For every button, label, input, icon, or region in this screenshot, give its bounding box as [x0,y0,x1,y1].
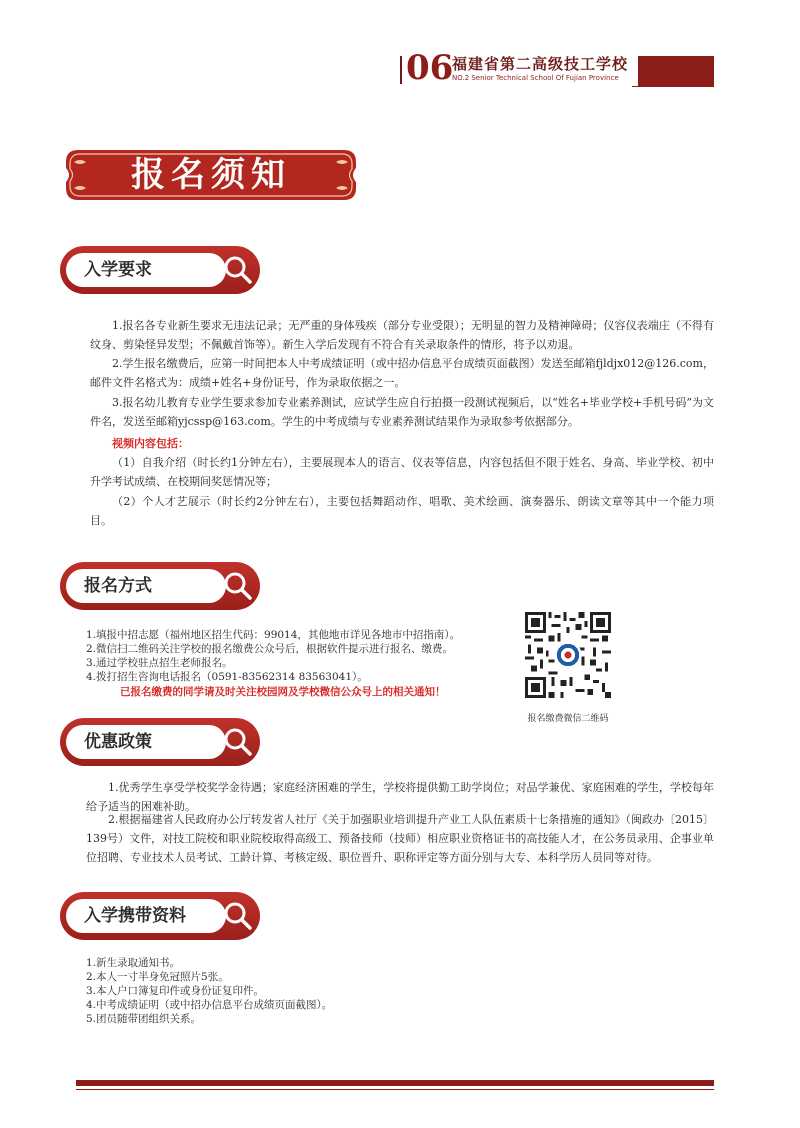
materials-list [86,956,586,1026]
list-item: 5.团员随带团组织关系。 [86,1013,202,1025]
video-item-1: （1）自我介绍（时长约1分钟左右），主要展现本人的语言、仪表等信息，内容包括但不限于姓名、身高、毕业学校、初中升学考试成绩、在校期间奖惩情况等； [90,456,714,488]
search-icon [220,568,256,604]
requirement-paragraph-3: 3.报名幼儿教育专业学生要求参加专业素养测试，应试学生应自行拍摄一段测试视频后，以“姓名+毕业学校+手机号码”为文件名，发送至邮箱yjcssp@163.com。学生的中考成绩与专业素养测试结果作为录取参考依据部分。 [90,396,715,428]
registration-notice: 已报名缴费的同学请及时关注校园网及学校微信公众号上的相关通知！ [120,686,446,698]
page-title-banner [64,148,358,202]
requirement-paragraph-1: 1.报名各专业新生要求无违法记录；无严重的身体残疾（部分专业受限）；无明显的智力及精神障碍；仪容仪表端庄（不得有纹身、剪染怪异发型；不佩戴首饰等）。新生入学后发现有不符合有关录取条件的情形，将予以劝退。 [90,319,714,351]
list-item: 4.中考成绩证明（或中招办信息平台成绩页面截图）。 [86,999,333,1011]
search-icon [220,252,256,288]
header-divider [400,56,402,84]
header-underline [632,86,714,87]
policy-paragraph-2: 2.根据福建省人民政府办公厅转发省人社厅《关于加强职业培训提升产业工人队伍素质十七条措施的通知》（闽政办〔2015〕139号）文件，对技工院校和职业院校取得高级工、预备技师（技师）相应职业资格证书的高技能人才，在公务员录用、企事业单位招聘、专业技术人员考试、工龄计算、考核定级、职位晋升、职称评定等方面分别与大专、本科学历人员同等对待。 [86,813,714,864]
list-item: 1.填报中招志愿（福州地区招生代码：99014，其他地市详见各地市中招指南）。 [86,629,461,641]
video-item-2: （2）个人才艺展示（时长约2分钟左右），主要包括舞蹈动作、唱歌、美术绘画、演奏器乐、朗读文章等其中一个能力项目。 [90,495,714,527]
wechat-qr-code[interactable] [525,612,611,698]
list-item: 4.拨打招生咨询电话报名（0591-83562314 83563041）。 [86,671,368,683]
page-title: 报名须知 [131,155,291,195]
list-item: 3.本人户口簿复印件或身份证复印件。 [86,985,265,997]
header-color-block [638,56,714,86]
requirement-paragraph-2: 2.学生报名缴费后，应第一时间把本人中考成绩证明（或中招办信息平台成绩页面截图）发送至邮箱fjldjx012@126.com，邮件文件名格式为：成绩+姓名+身份证号，作为录取依据之一。 [90,357,714,389]
list-item: 3.通过学校驻点招生老师报名。 [86,657,233,669]
section-title: 优惠政策 [84,732,152,752]
page-number: 06 [406,48,454,88]
school-name-en: NO.2 Senior Technical School Of Fujian Province [452,74,619,82]
section-header-enrollment-materials [60,892,260,940]
section-header-admission-requirements [60,246,260,294]
section-header-preferential-policies [60,718,260,766]
section-title: 入学要求 [84,260,152,280]
section-title: 入学携带资料 [84,906,186,926]
list-item: 2.微信扫二维码关注学校的报名缴费公众号后，根据软件提示进行报名、缴费。 [86,643,454,655]
section-header-registration-methods [60,562,260,610]
registration-method-list [86,628,506,684]
list-item: 2.本人一寸半身免冠照片5张。 [86,971,229,983]
footer-rule-thin [76,1089,714,1090]
school-name-cn: 福建省第二高级技工学校 [452,55,629,73]
list-item: 1.新生录取通知书。 [86,957,181,969]
footer-rule-thick [76,1080,714,1086]
video-content-heading: 视频内容包括： [112,437,189,450]
search-icon [220,724,256,760]
qr-caption: 报名缴费微信二维码 [527,714,609,724]
search-icon [220,898,256,934]
section-title: 报名方式 [84,576,152,596]
policy-paragraph-1: 1.优秀学生享受学校奖学金待遇；家庭经济困难的学生，学校将提供勤工助学岗位；对品学兼优、家庭困难的学生，学校每年给予适当的困难补助。 [86,781,714,813]
